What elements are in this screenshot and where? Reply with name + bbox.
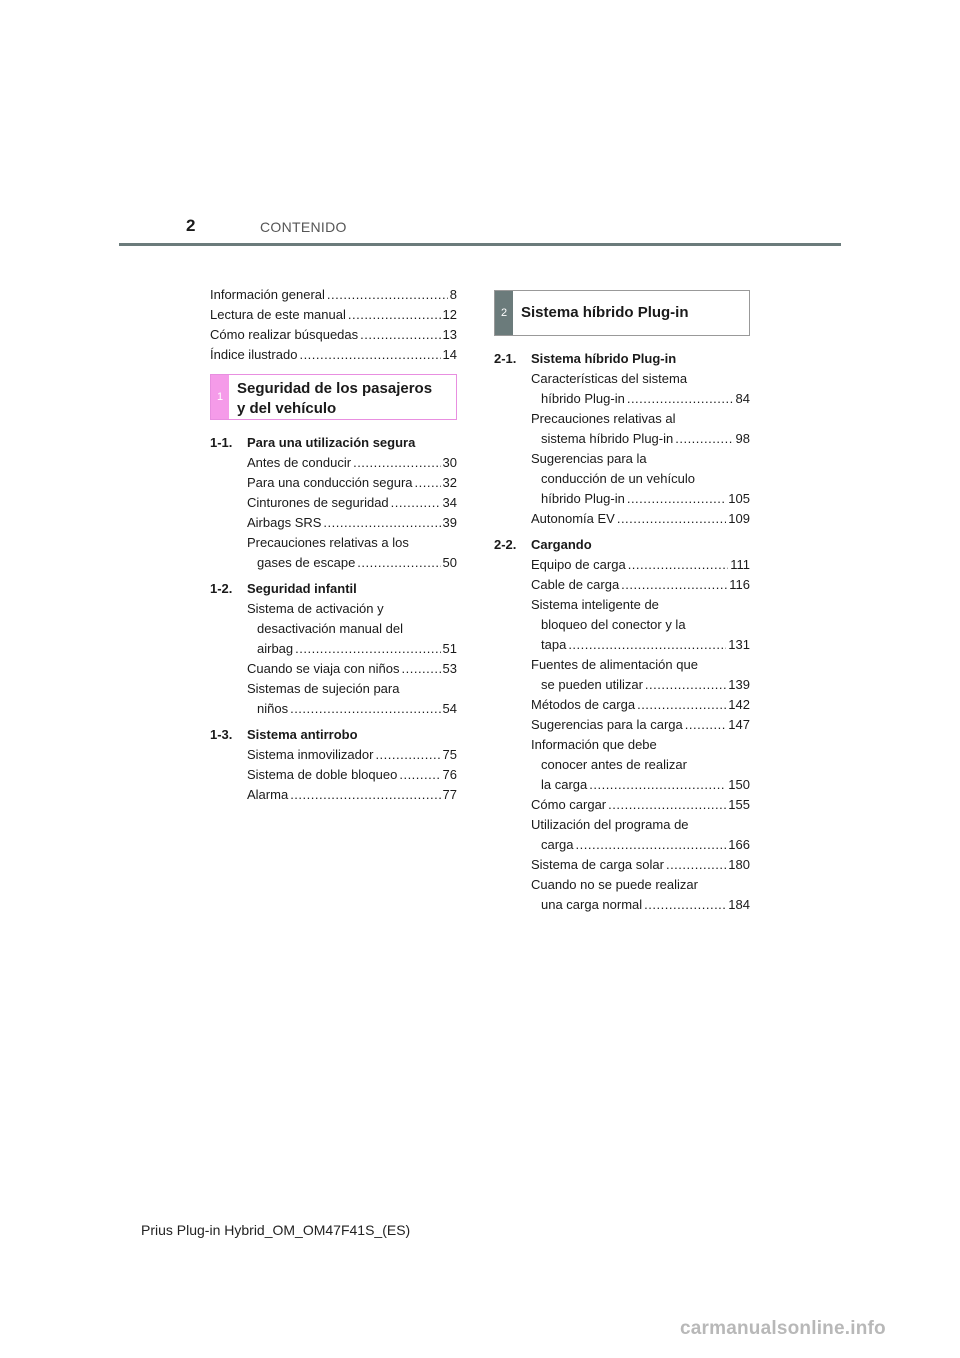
dot-leader [360,325,440,345]
toc-entry-page: 53 [442,661,457,676]
toc-entry[interactable] [210,679,457,719]
toc-entry-text: carga [541,837,574,852]
toc-entry-row [247,765,457,785]
section-1-tag: 1 [211,375,229,419]
toc-entry[interactable] [494,369,750,409]
toc-entry[interactable] [210,493,457,513]
toc-entry-page: 105 [728,491,750,506]
toc-entry-row [247,513,457,533]
toc-entry[interactable] [494,555,750,575]
toc-entry-page: 76 [442,767,457,782]
toc-entry-text: Airbags SRS [247,515,322,530]
toc-entry-text: sistema híbrido Plug-in [541,431,674,446]
toc-entry[interactable] [494,509,750,529]
toc-entry[interactable] [210,765,457,785]
toc-entry[interactable] [210,305,457,325]
toc-entry-page: 166 [728,837,750,852]
toc-entry-text-line: Cuando no se puede realizar [531,877,698,892]
toc-entry[interactable] [494,575,750,595]
dot-leader [353,453,440,473]
toc-entry-row [531,489,750,509]
dot-leader [608,795,726,815]
toc-entry-page: 34 [442,495,457,510]
toc-entry[interactable] [494,855,750,875]
toc-entry[interactable] [494,595,750,655]
dot-leader [391,493,441,513]
toc-entry-text-line: Sistema de activación y [247,601,384,616]
toc-entry-page: 150 [728,777,750,792]
toc-entry[interactable] [210,325,457,345]
page-header-title: CONTENIDO [260,219,347,235]
toc-entry-row [531,429,750,449]
toc-entry[interactable] [210,513,457,533]
section-1-chapters [210,433,457,805]
toc-entry-row [531,835,750,855]
toc-entry-text-line: Precauciones relativas a los [247,535,409,550]
toc-entry-text: Alarma [247,787,289,802]
section-1-title-line2: y del vehículo [237,400,337,417]
dot-leader [402,659,441,679]
section-2-chapters [494,349,750,915]
toc-entry-text: Antes de conducir [247,455,352,470]
toc-entry-text: Sistema de carga solar [531,857,664,872]
toc-entry[interactable] [494,655,750,695]
toc-entry-text-line: Fuentes de alimentación que [531,657,698,672]
toc-entry-page: 111 [730,557,750,572]
toc-entry-row [531,695,750,715]
toc-entry-row [247,493,457,513]
dot-leader [675,429,733,449]
toc-entry[interactable] [210,473,457,493]
toc-entry-row [247,453,457,473]
dot-leader [290,699,440,719]
dot-leader [295,639,440,659]
toc-entry-text: Cinturones de seguridad [247,495,389,510]
toc-entry-text: Para una conducción segura [247,475,413,490]
toc-entry-text: Equipo de carga [531,557,626,572]
dot-leader [666,855,726,875]
toc-entry-row [531,895,750,915]
chapter-title: Seguridad infantil [247,581,357,596]
dot-leader [399,765,440,785]
footer-document-id: Prius Plug-in Hybrid_OM_OM47F41S_(ES) [141,1222,411,1238]
toc-entry-row [531,855,750,875]
toc-entry-text-line: Utilización del programa de [531,817,689,832]
toc-entry-page: 13 [442,327,457,342]
toc-entry-text: Cable de carga [531,577,620,592]
chapter-heading[interactable] [210,433,457,453]
toc-right-column [494,290,750,915]
toc-entry-row [247,659,457,679]
dot-leader [637,695,726,715]
toc-entry-row [531,775,750,795]
toc-entry[interactable] [210,533,457,573]
toc-entry-text-line: Precauciones relativas al [531,411,676,426]
toc-entry[interactable] [210,599,457,659]
toc-entry-text-line: conducción de un vehículo [541,471,695,486]
toc-entry-row [531,575,750,595]
toc-entry-text: se pueden utilizar [541,677,643,692]
dot-leader [290,785,440,805]
toc-entry[interactable] [210,785,457,805]
toc-entry-page: 77 [442,787,457,802]
toc-entry-row [210,305,457,325]
toc-entry-page: 14 [442,347,457,362]
dot-leader [576,835,727,855]
toc-entry-page: 131 [728,637,750,652]
toc-entry-row [531,795,750,815]
page-number: 2 [186,216,196,235]
chapter-heading[interactable] [210,579,457,599]
dot-leader [589,775,726,795]
toc-entry-text-line: Características del sistema [531,371,688,386]
dot-leader [568,635,726,655]
section-2-box[interactable] [494,290,750,336]
dot-leader [357,553,440,573]
toc-entry-page: 30 [442,455,457,470]
toc-entry-page: 109 [728,511,750,526]
toc-entry-page: 155 [728,797,750,812]
toc-entry-text: Cómo cargar [531,797,607,812]
section-2-title: Sistema híbrido Plug-in [521,304,689,321]
toc-entry-text-line: Sugerencias para la [531,451,647,466]
chapter-title: Cargando [531,537,592,552]
toc-entry-row [247,699,457,719]
dot-leader [327,285,448,305]
toc-entry-text: gases de escape [257,555,356,570]
chapter-number: 2-1. [494,351,517,366]
toc-entry-text: tapa [541,637,567,652]
toc-entry-row [247,785,457,805]
toc-entry-text: Autonomía EV [531,511,615,526]
chapter-number: 1-1. [210,435,233,450]
toc-entry-page: 142 [728,697,750,712]
toc-entry-text-line: conocer antes de realizar [541,757,687,772]
toc-entry-text: híbrido Plug-in [541,491,625,506]
dot-leader [627,389,734,409]
dot-leader [323,513,440,533]
toc-entry[interactable] [210,345,457,365]
toc-entry-page: 39 [442,515,457,530]
dot-leader [415,473,441,493]
toc-entry-text-line: Información que debe [531,737,657,752]
toc-entry-text-line: desactivación manual del [257,621,403,636]
toc-entry-page: 32 [442,475,457,490]
dot-leader [348,305,441,325]
chapter-number: 1-3. [210,727,233,742]
dot-leader [685,715,727,735]
toc-entry[interactable] [210,745,457,765]
chapter-title: Sistema antirrobo [247,727,358,742]
toc-entry-row [531,509,750,529]
dot-leader [617,509,726,529]
toc-entry-row [531,715,750,735]
dot-leader [644,895,726,915]
toc-entry-text: una carga normal [541,897,643,912]
toc-entry-text-line: Sistemas de sujeción para [247,681,400,696]
toc-entry-text: niños [257,701,289,716]
toc-entry-page: 75 [442,747,457,762]
watermark: carmanualsonline.info [680,1318,886,1339]
toc-entry-row [210,285,457,305]
intro-entries [210,285,457,365]
toc-entry-text: airbag [257,641,294,656]
toc-entry[interactable] [494,695,750,715]
toc-entry-row [247,639,457,659]
dot-leader [627,489,726,509]
toc-entry[interactable] [494,795,750,815]
toc-entry-page: 180 [728,857,750,872]
dot-leader [628,555,729,575]
chapter-heading[interactable] [210,725,457,745]
toc-entry[interactable] [210,285,457,305]
toc-entry-row [531,635,750,655]
toc-entry-row [531,555,750,575]
dot-leader [621,575,727,595]
dot-leader [375,745,440,765]
toc-entry-text: Índice ilustrado [210,347,298,362]
dot-leader [645,675,726,695]
toc-left-column [210,285,457,805]
toc-entry-text: Información general [210,287,325,302]
chapter-title: Sistema híbrido Plug-in [531,351,677,366]
section-2-tag: 2 [495,291,513,335]
chapter-title: Para una utilización segura [247,435,416,450]
toc-entry-page: 8 [449,287,457,302]
toc-entry[interactable] [494,815,750,855]
toc-entry[interactable] [494,735,750,795]
toc-entry-row [210,345,457,365]
toc-entry-page: 139 [728,677,750,692]
toc-entry-page: 51 [442,641,457,656]
toc-entry[interactable] [494,715,750,735]
toc-entry-text: Sistema de doble bloqueo [247,767,398,782]
toc-entry-text: Cuando se viaja con niños [247,661,400,676]
section-1-title [229,375,440,419]
dot-leader [299,345,440,365]
toc-entry-text: Métodos de carga [531,697,636,712]
toc-entry-page: 116 [729,577,750,592]
toc-entry-page: 147 [728,717,750,732]
toc-entry-text: la carga [541,777,588,792]
toc-entry-row [210,325,457,345]
chapter-number: 2-2. [494,537,517,552]
toc-entry-page: 54 [442,701,457,716]
toc-entry-text: Sistema inmovilizador [247,747,374,762]
toc-entry-row [247,745,457,765]
chapter-heading[interactable] [494,535,750,555]
toc-entry[interactable] [210,659,457,679]
toc-entry-page: 184 [728,897,750,912]
section-1-title-line1: Seguridad de los pasajeros [237,380,433,397]
toc-entry-text: Lectura de este manual [210,307,346,322]
toc-entry-row [531,389,750,409]
toc-entry-page: 50 [442,555,457,570]
toc-entry-text-line: Sistema inteligente de [531,597,659,612]
toc-entry-page: 12 [442,307,457,322]
toc-entry[interactable] [494,875,750,915]
toc-entry[interactable] [494,449,750,509]
chapter-heading[interactable] [494,349,750,369]
toc-entry-page: 84 [735,391,750,406]
header-rule [119,243,841,246]
toc-entry-row [531,675,750,695]
toc-entry-text: Sugerencias para la carga [531,717,683,732]
toc-entry[interactable] [210,453,457,473]
toc-entry-row [247,553,457,573]
toc-entry[interactable] [494,409,750,449]
toc-entry-row [247,473,457,493]
toc-entry-text: Cómo realizar búsquedas [210,327,359,342]
toc-entry-text: híbrido Plug-in [541,391,625,406]
chapter-number: 1-2. [210,581,233,596]
toc-entry-page: 98 [735,431,750,446]
toc-entry-text-line: bloqueo del conector y la [541,617,686,632]
section-1-box[interactable] [210,374,457,420]
